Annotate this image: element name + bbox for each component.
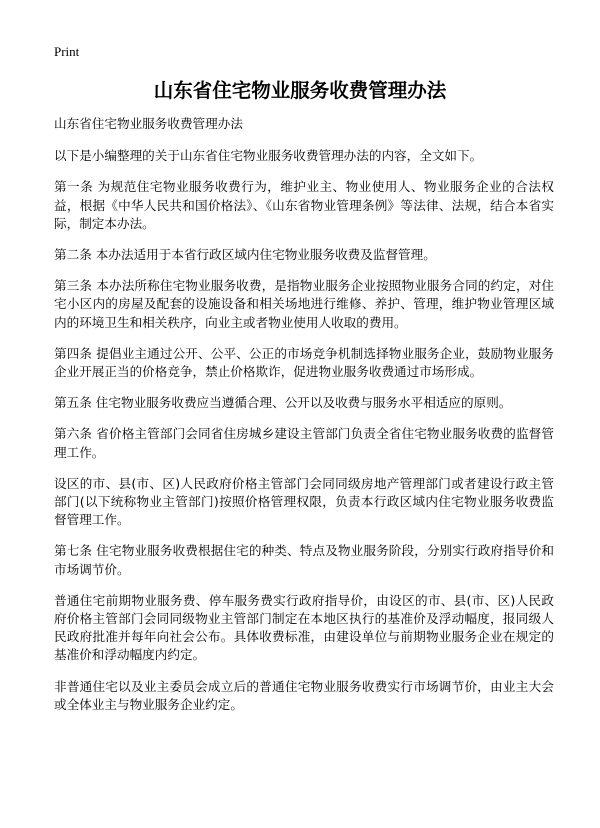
document-body bbox=[54, 115, 554, 727]
paragraph-article-7-clause-2: 普通住宅前期物业服务费、停车服务费实行政府指导价，由设区的市、县(市、区)人民政府价格主管部门会同同级物业主管部门制定在本地区执行的基准价及浮动幅度，报同级人民政府批准并每年向社会公布。具体收费标准，由建设单位与前期物业服务企业在规定的基准价和浮动幅度内约定。 bbox=[54, 592, 554, 663]
document-title: 山东省住宅物业服务收费管理办法 bbox=[153, 79, 447, 102]
paragraph-article-4: 第四条 提倡业主通过公开、公平、公正的市场竞争机制选择物业服务企业，鼓励物业服务企业开展正当的价格竞争，禁止价格欺诈，促进物业服务收费通过市场形成。 bbox=[54, 345, 554, 380]
document-subtitle: 山东省住宅物业服务收费管理办法 bbox=[54, 116, 243, 131]
paragraph-article-6-clause-2: 设区的市、县(市、区)人民政府价格主管部门会同同级房地产管理部门或者建设行政主管部门(以下统称物业主管部门)按照价格管理权限，负责本行政区域内住宅物业服务收费监督管理工作。 bbox=[54, 475, 554, 528]
paragraph-article-7-clause-3: 非普通住宅以及业主委员会成立后的普通住宅物业服务收费实行市场调节价，由业主大会或全体业主与物业服务企业约定。 bbox=[54, 678, 554, 712]
paragraph-article-1: 第一条 为规范住宅物业服务收费行为，维护业主、物业使用人、物业服务企业的合法权益，根据《中华人民共和国价格法》、《山东省物业管理条例》等法律、法规，结合本省实际，制定本办法。 bbox=[54, 179, 554, 231]
paragraph-article-2: 第二条 本办法适用于本省行政区域内住宅物业服务收费及监督管理。 bbox=[54, 247, 436, 263]
paragraph-article-6: 第六条 省价格主管部门会同省住房城乡建设主管部门负责全省住宅物业服务收费的监督管理工作。 bbox=[54, 426, 554, 460]
paragraph-article-7: 第七条 住宅物业服务收费根据住宅的种类、特点及物业服务阶段，分别实行政府指导价和市场调节价。 bbox=[54, 543, 554, 577]
paragraph-article-3: 第三条 本办法所称住宅物业服务收费，是指物业服务企业按照物业服务合同的约定，对住宅小区内的房屋及配套的设施设备和相关场地进行维修、养护、管理，维护物业管理区域内的环境卫生和相关秩序，向业主或者物业使用人收取的费用。 bbox=[54, 278, 554, 330]
print-link[interactable]: Print bbox=[54, 44, 80, 59]
paragraph-article-5: 第五条 住宅物业服务收费应当遵循合理、公开以及收费与服务水平相适应的原则。 bbox=[54, 395, 512, 411]
paragraph-intro: 以下是小编整理的关于山东省住宅物业服务收费管理办法的内容，全文如下。 bbox=[54, 148, 483, 164]
